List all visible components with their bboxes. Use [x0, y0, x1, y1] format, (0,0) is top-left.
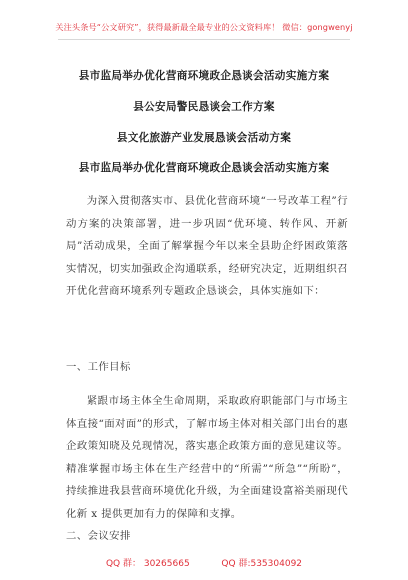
header-banner: 关注头条号“公文研究”，获得最新最全最专业的公文资料库！ 微信：gongwenyj	[55, 22, 353, 32]
section-heading-goals: 一、工作目标	[66, 361, 131, 373]
document-title-2: 县公安局警民恳谈会工作方案	[133, 101, 275, 113]
header-divider	[58, 39, 350, 40]
footer-qq-group-1: QQ 群： 30265665	[105, 559, 190, 569]
document-title-4: 县市监局举办优化营商环境政企恳谈会活动实施方案	[78, 162, 330, 174]
goals-paragraph: 紧跟市场主体全生命周期，采取政府职能部门与市场主体直接“面对面”的形式，了解市场主体对相关部门出台的惠企政策知晓及兑现情况，落实惠企政策方面的意见建议等。精准掌握市场主体在生产经营中的“所需”“所急”“所盼”，持续推进我县营商环境优化升级，为全面建设富裕美丽现代化新 x 提供更加有力的保障和支撑。	[66, 395, 348, 520]
intro-paragraph: 为深入贯彻落实市、县优化营商环境“一号改革工程”行动方案的决策部署，进一步巩固“优环境、转作风、开新局”活动成果，全面了解掌握今年以来全县助企纾困政策落实情况，切实加强政企沟通联系，经研究决定，近期组织召开优化营商环境系列专题政企恳谈会，具体实施如下：	[66, 195, 348, 297]
footer-contact	[0, 556, 408, 569]
document-title-1: 县市监局举办优化营商环境政企恳谈会活动实施方案	[78, 70, 330, 82]
document-title-3: 县文化旅游产业发展恳谈会活动方案	[116, 132, 292, 144]
section-heading-meeting: 二、会议安排	[66, 530, 131, 542]
footer-qq-group-2: QQ 群:535304092	[221, 559, 303, 569]
